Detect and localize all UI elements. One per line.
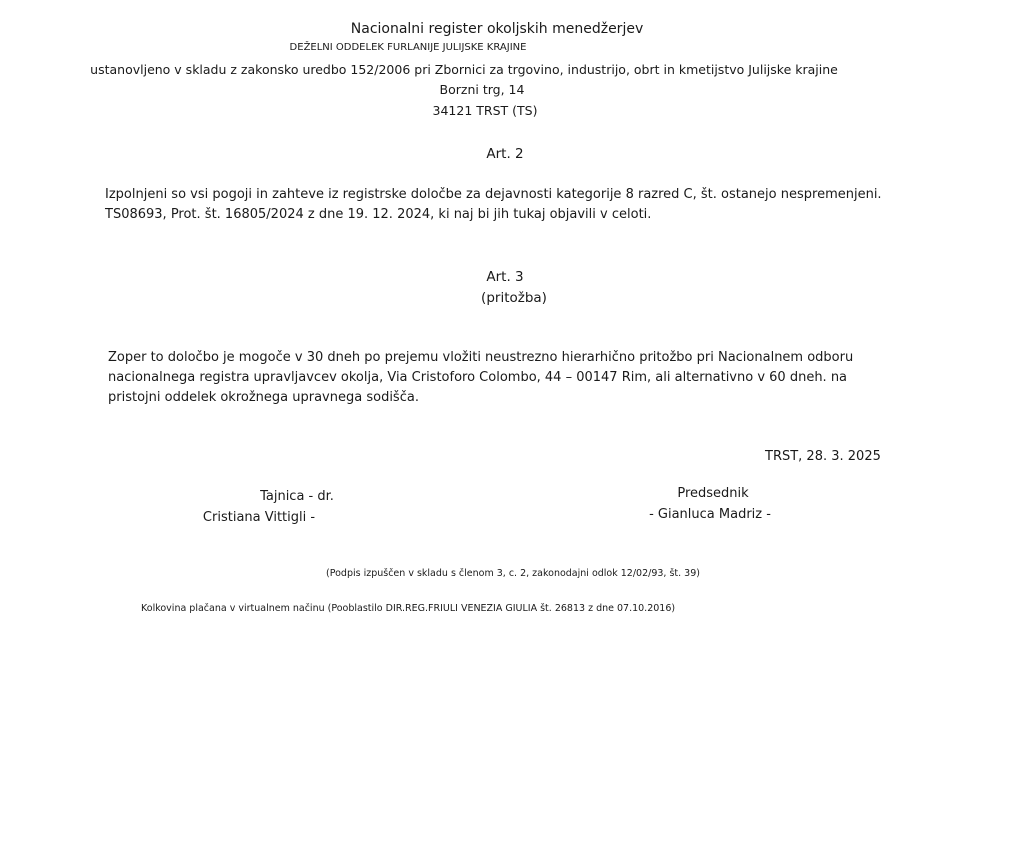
signature-omitted-note: (Podpis izpuščen v skladu s členom 3, c. 2, zakonodajni odlok 12/02/93, št. 39) bbox=[326, 568, 700, 579]
art2-paragraph: Izpolnjeni so vsi pogoji in zahteve iz registrske določbe za dejavnosti kategorije 8 razred C, št. ostanejo nespremenjeni. TS08693, Prot. št. 16805/2024 z dne 19. 12. 2024, ki naj bi jih tukaj objavili v celoti. bbox=[105, 187, 882, 222]
art3-paragraph: Zoper to določbo je mogoče v 30 dneh po prejemu vložiti neustrezno hierarhično pritožbo pri Nacionalnem odboru nacionalnega registra upravljavcev okolja, Via Cristoforo Colombo, 44 – 00147 Rim, ali alternativno v 60 dneh. na pristojni oddelek okrožnega upravnega sodišča. bbox=[108, 350, 854, 405]
department-name: DEŽELNI ODDELEK FURLANIJE JULIJSKE KRAJINE bbox=[289, 42, 527, 53]
art2-heading: Art. 2 bbox=[486, 146, 524, 162]
document-title: Nacionalni register okoljskih menedžerjev bbox=[350, 21, 644, 37]
address-street: Borzni trg, 14 bbox=[439, 82, 525, 97]
art3-subheading: (pritožba) bbox=[481, 290, 547, 306]
president-name: - Gianluca Madriz - bbox=[649, 507, 771, 522]
secretary-name: Cristiana Vittigli - bbox=[202, 510, 316, 525]
place-date: TRST, 28. 3. 2025 bbox=[765, 449, 881, 464]
president-title: Predsednik bbox=[677, 486, 749, 501]
secretary-title: Tajnica - dr. bbox=[260, 489, 334, 504]
art3-heading: Art. 3 bbox=[486, 269, 524, 285]
address-city: 34121 TRST (TS) bbox=[432, 103, 538, 118]
stamp-duty-note: Kolkovina plačana v virtualnem načinu (Pooblastilo DIR.REG.FRIULI VENEZIA GIULIA št. 26813 z dne 07.10.2016) bbox=[141, 603, 676, 614]
establishment-line: ustanovljeno v skladu z zakonsko uredbo 152/2006 pri Zbornici za trgovino, industrijo, obrt in kmetijstvo Julijske krajine bbox=[90, 62, 838, 77]
